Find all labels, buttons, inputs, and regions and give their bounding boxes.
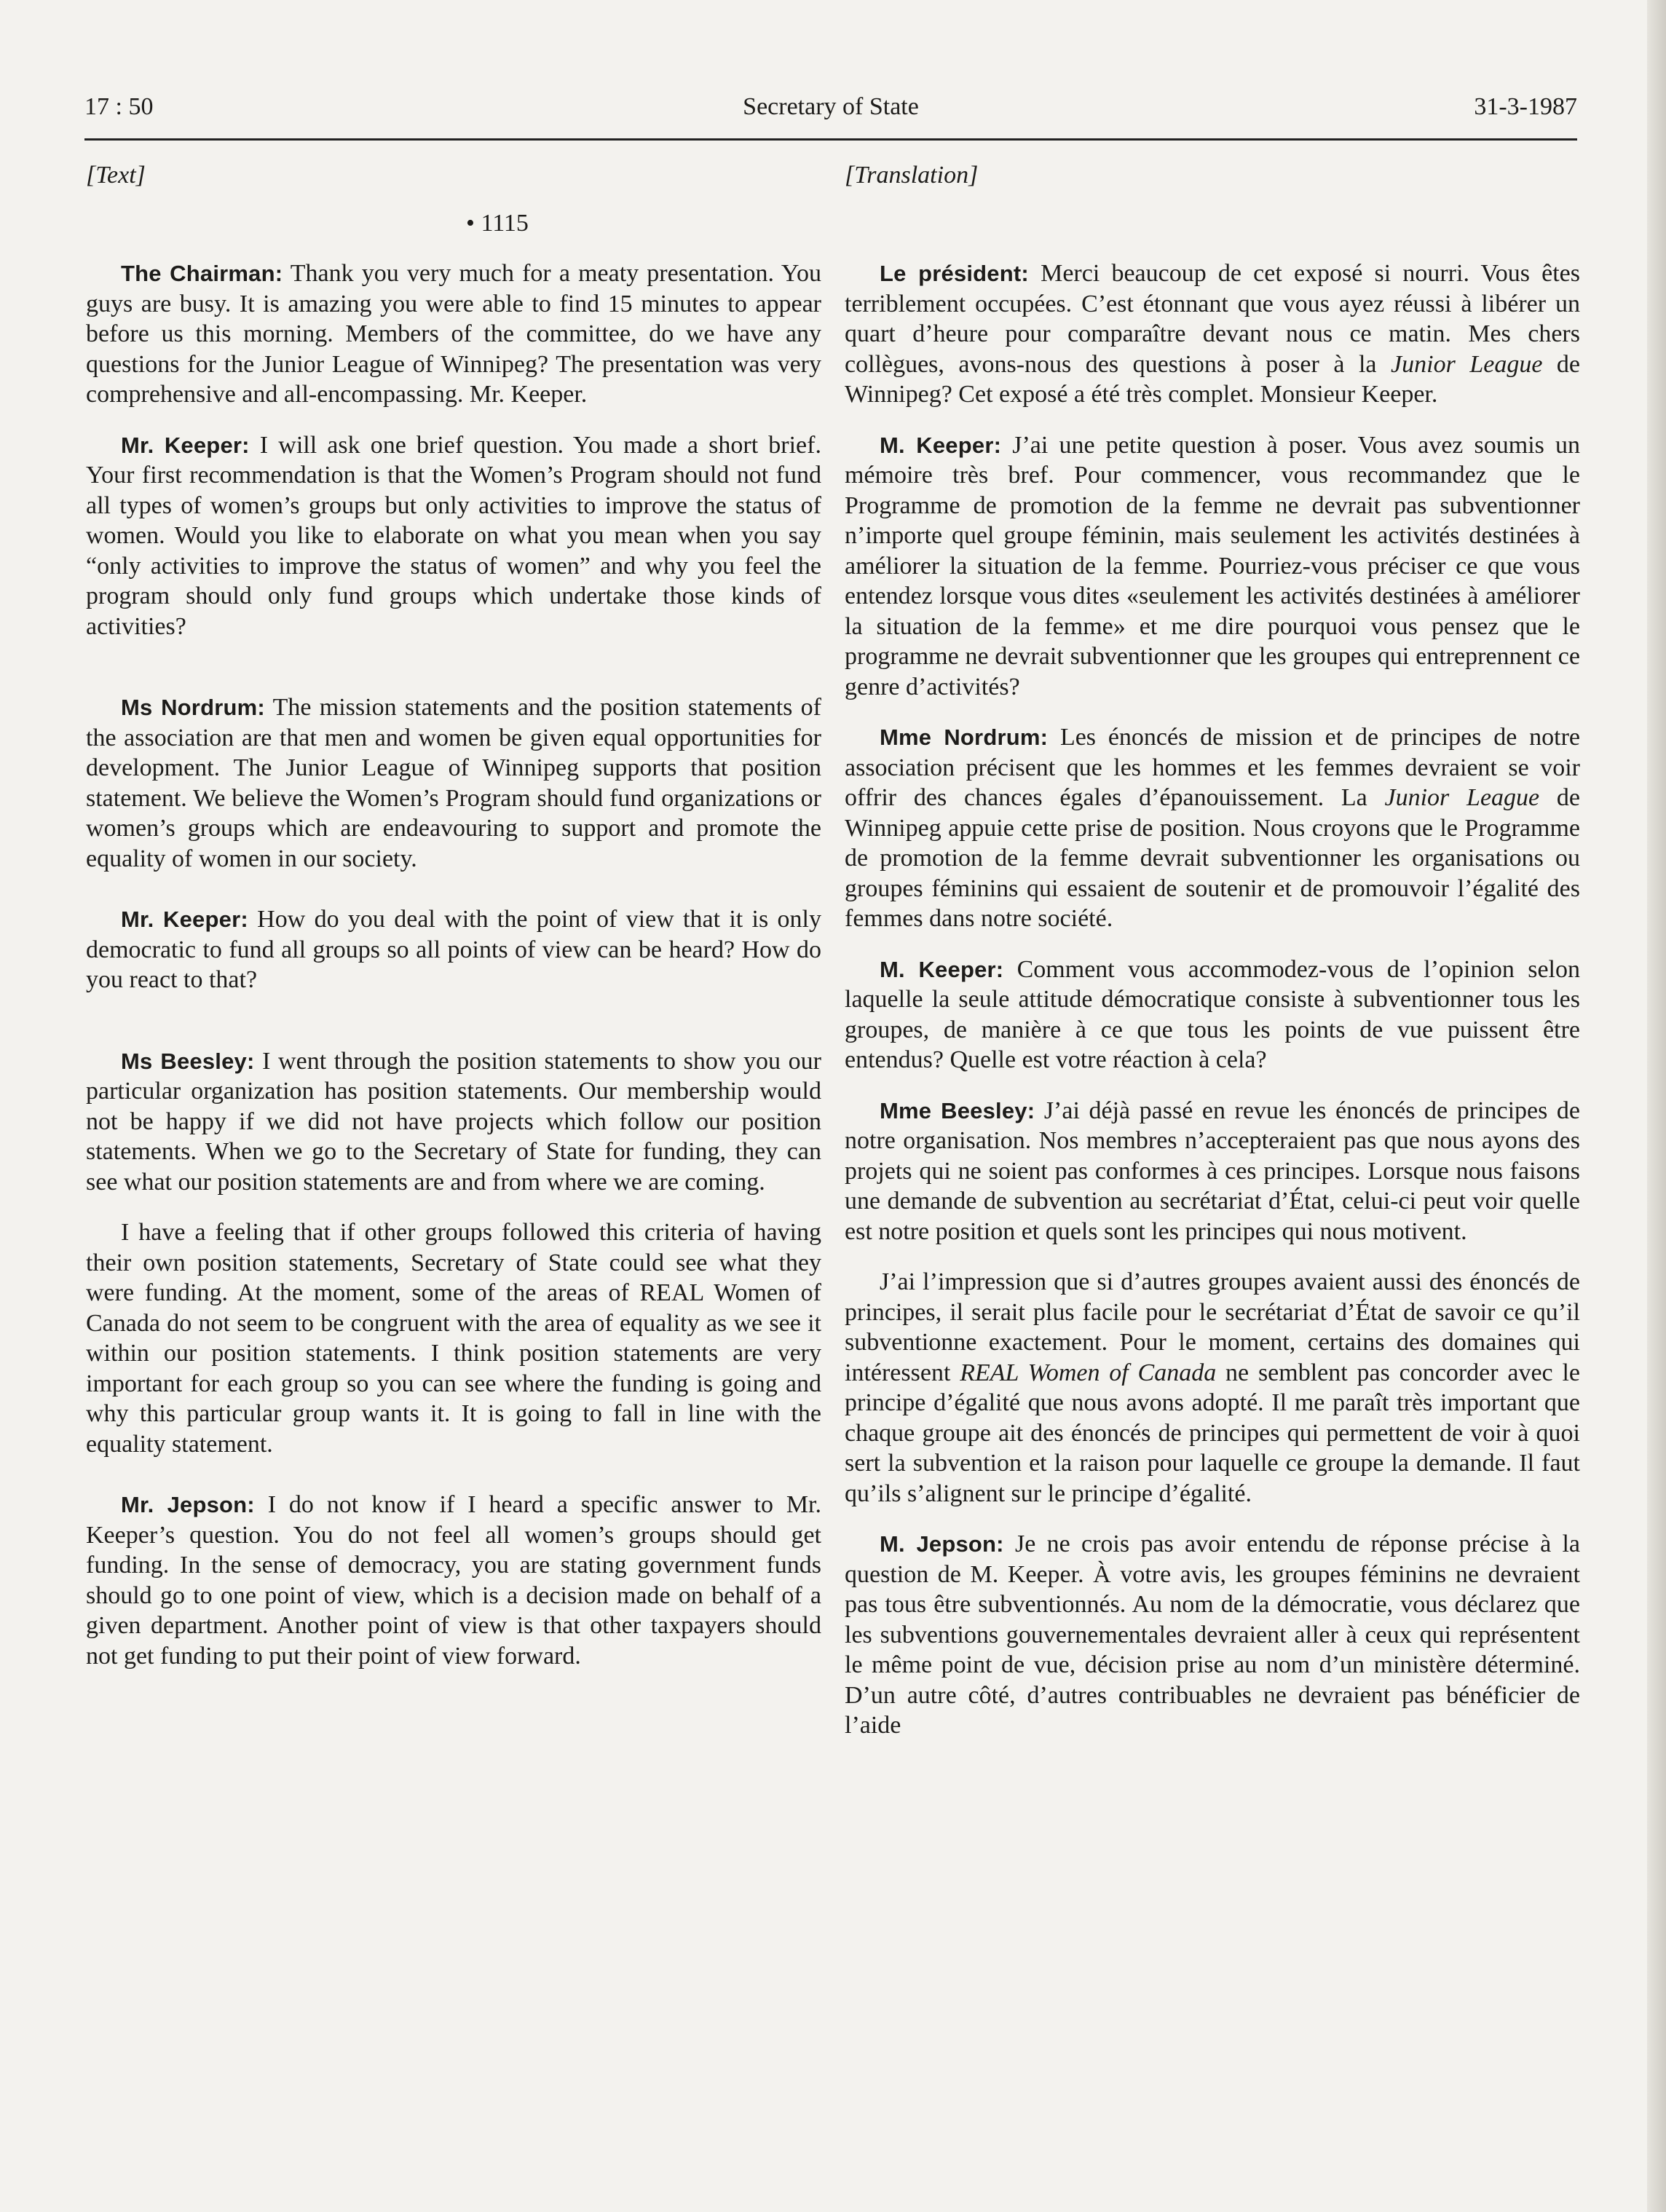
speaker-name: The Chairman: [121,261,283,286]
paragraph-text: Comment vous accommodez-vous de l’opinion selon laquelle la seule attitude démocratique consiste à subventionner tous les groupes, de manière à ce que tous les points de vue puissent être entendus? Quelle est votre réaction à cela? [845,955,1581,1073]
paragraph-text: I have a feeling that if other groups followed this criteria of having their own position statements, Secretary of State could see what they were funding. At the moment, some of the areas of REAL Women of Canada do not seem to be congruent with the area of equality as we see it within our position statements. I think position statements are very important for each group so you can see where the funding is going and why this particular group wants it. It is going to fall in line with the equality statement. [86,1219,821,1458]
paragraph-text: Je ne crois pas avoir entendu de réponse précise à la question de M. Keeper. À votre avis, les groupes féminins ne devraient pas tous être subventionnés. Au nom de la démocratie, vous déclarez que les subventions gouvernementales devraient aller à ceux qui représentent le même point de vue, décision prise au nom d’un ministère déterminé. D’un autre côté, d’autres contribuables ne devraient pas bénéficier de l’aide [845,1530,1580,1739]
paragraph-text: I went through the position statements to show you our particular organization has position statements. Our membership would not be happy if we did not have projects which follow our position statements. When we go to the Secretary of State for funding, they can see what our position statements are and from where we are coming. [86,1047,821,1196]
paragraph-text: I do not know if I heard a specific answer to Mr. Keeper’s question. You do not feel all women’s groups should get funding. In the sense of democracy, you are stating government funds should go to one point of view, which is a decision made on behalf of a given department. Another point of view is that other taxpayers should not get funding to put their point of view forward. [86,1491,821,1670]
speaker-name: Mme Nordrum: [880,724,1049,750]
paragraph [845,722,1580,934]
paragraph-text: J’ai l’impression que si d’autres groupes avaient aussi des énoncés de principes, il serait plus facile pour le secrétariat d’État de savoir ce qu’il subventionne exactement. Pour le moment, certains des domaines qui intéressent [845,1268,1580,1386]
timestamp: • 1115 [466,209,529,237]
gap [86,662,821,692]
paragraph-italic: Junior League [1384,784,1540,811]
column-label-translation: [Translation] [845,162,979,189]
paragraph-text-after: ne semblent pas concorder avec le principe d’égalité que nous avons adopté. Il me paraît très important que chaque groupe ait des énoncés de principes qui permettent de voir à quoi sert la subvention et la raison pour laquelle ce groupe la demande. Il faut qu’ils s’alignent sur le principe d’égalité. [845,1359,1580,1507]
paragraph [86,1217,821,1459]
gap [86,1480,821,1490]
speaker-name: Mr. Jepson: [121,1492,255,1517]
gap [86,894,821,904]
paragraph-text: Thank you very much for a meaty presentation. You guys are busy. It is amazing you were able to find 15 minutes to appear before us this morning. Members of the committee, do we have any questions for the Junior League of Winnipeg? The presentation was very comprehensive and all-encompassing. Mr. Keeper. [86,260,821,408]
page-header [84,90,1577,141]
paragraph [86,258,821,410]
paragraph-text: Merci beaucoup de cet exposé si nourri. Vous êtes terriblement occupées. C’est étonnant que vous ayez réussi à libérer un quart d’heure pour comparaître devant nous ce matin. Mes chers collègues, avons-nous des questions à poser à la [845,260,1580,378]
paragraph-text-after: de Winnipeg? Cet exposé a été très complet. Monsieur Keeper. [845,350,1581,408]
paragraph [845,258,1580,410]
gap [86,1016,821,1046]
english-column [86,160,821,1691]
speaker-name: Le président: [880,261,1029,286]
speaker-name: M. Jepson: [880,1531,1004,1557]
paragraph-text: The mission statements and the position statements of the association are that men and women be given equal opportunities for development. The Junior League of Winnipeg supports that position statement. We believe the Women’s Program should fund organizations or women’s groups which are endeavouring to support and promote the equality of women in our society. [86,694,822,872]
paragraph [845,1267,1580,1509]
paragraph-italic: Junior League [1391,350,1543,378]
speaker-name: M. Keeper: [880,956,1004,982]
header-date: 31-3-1987 [1474,93,1577,120]
paragraph-italic: REAL Women of Canada [960,1359,1217,1386]
page-number: 17 : 50 [84,93,154,120]
speaker-name: Ms Beesley: [121,1048,255,1074]
paragraph [845,1529,1580,1741]
speaker-name: Ms Nordrum: [121,695,265,720]
paragraph-text: I will ask one brief question. You made a short brief. Your first recommendation is that the Women’s Program should not fund all types of women’s groups but only activities to improve the status of women. Would you like to elaborate on what you mean when you say “only activities to improve the status of women” and why you feel the program should only fund groups which undertake those kinds of activities? [86,431,821,640]
speaker-name: Mr. Keeper: [121,906,248,932]
paragraph [86,1046,821,1198]
speaker-name: Mme Beesley: [880,1097,1035,1123]
speaker-name: M. Keeper: [880,432,1002,458]
paragraph [86,692,821,874]
paragraph [86,430,821,642]
paragraph [86,904,821,995]
paragraph [845,430,1580,703]
paragraph-text: J’ai une petite question à poser. Vous avez soumis un mémoire très bref. Pour commencer, vous recommandez que le Programme de promotion de la femme ne devrait pas subventionner n’importe quel groupe féminin, mais seulement les activités destinées à améliorer la situation de la femme. Pourriez-vous préciser ce que vous entendez lorsque vous dites «seulement les activités destinées à améliorer la situation de la femme» et me dire pourquoi vous pensez que le programme ne devrait subventionner que les groupes qui entreprennent ce genre d’activités? [845,431,1580,700]
column-label-text: [Text] [86,162,146,189]
paragraph [845,955,1580,1075]
speaker-name: Mr. Keeper: [121,432,250,458]
french-column [845,160,1580,1761]
paragraph-text-after: de Winnipeg appuie cette prise de position. Nous croyons que le Programme de promotion de la femme devrait subventionner les organisations ou groupes féminins qui essaient de soutenir et de promouvoir l’égalité des femmes dans notre société. [845,784,1581,932]
running-title: Secretary of State [743,93,919,120]
paragraph-text: J’ai déjà passé en revue les énoncés de principes de notre organisation. Nos membres n’accepteraient pas que nous ayons des projets qui ne soient pas conformes à ces principes. Lorsque nous faisons une demande de subvention au secrétariat d’État, celui-ci peut voir quelle est notre position et quels sont les principes qui nous motivent. [845,1097,1581,1245]
page-edge-shadow [1647,0,1666,2212]
paragraph [86,1490,821,1671]
paragraph [845,1096,1580,1247]
paragraph-text: Les énoncés de mission et de principes de notre association précisent que les hommes et les femmes devraient se voir offrir des chances égales d’épanouissement. La [845,724,1580,811]
paragraph-text: How do you deal with the point of view that it is only democratic to fund all groups so all points of view can be heard? How do you react to that? [86,906,821,993]
